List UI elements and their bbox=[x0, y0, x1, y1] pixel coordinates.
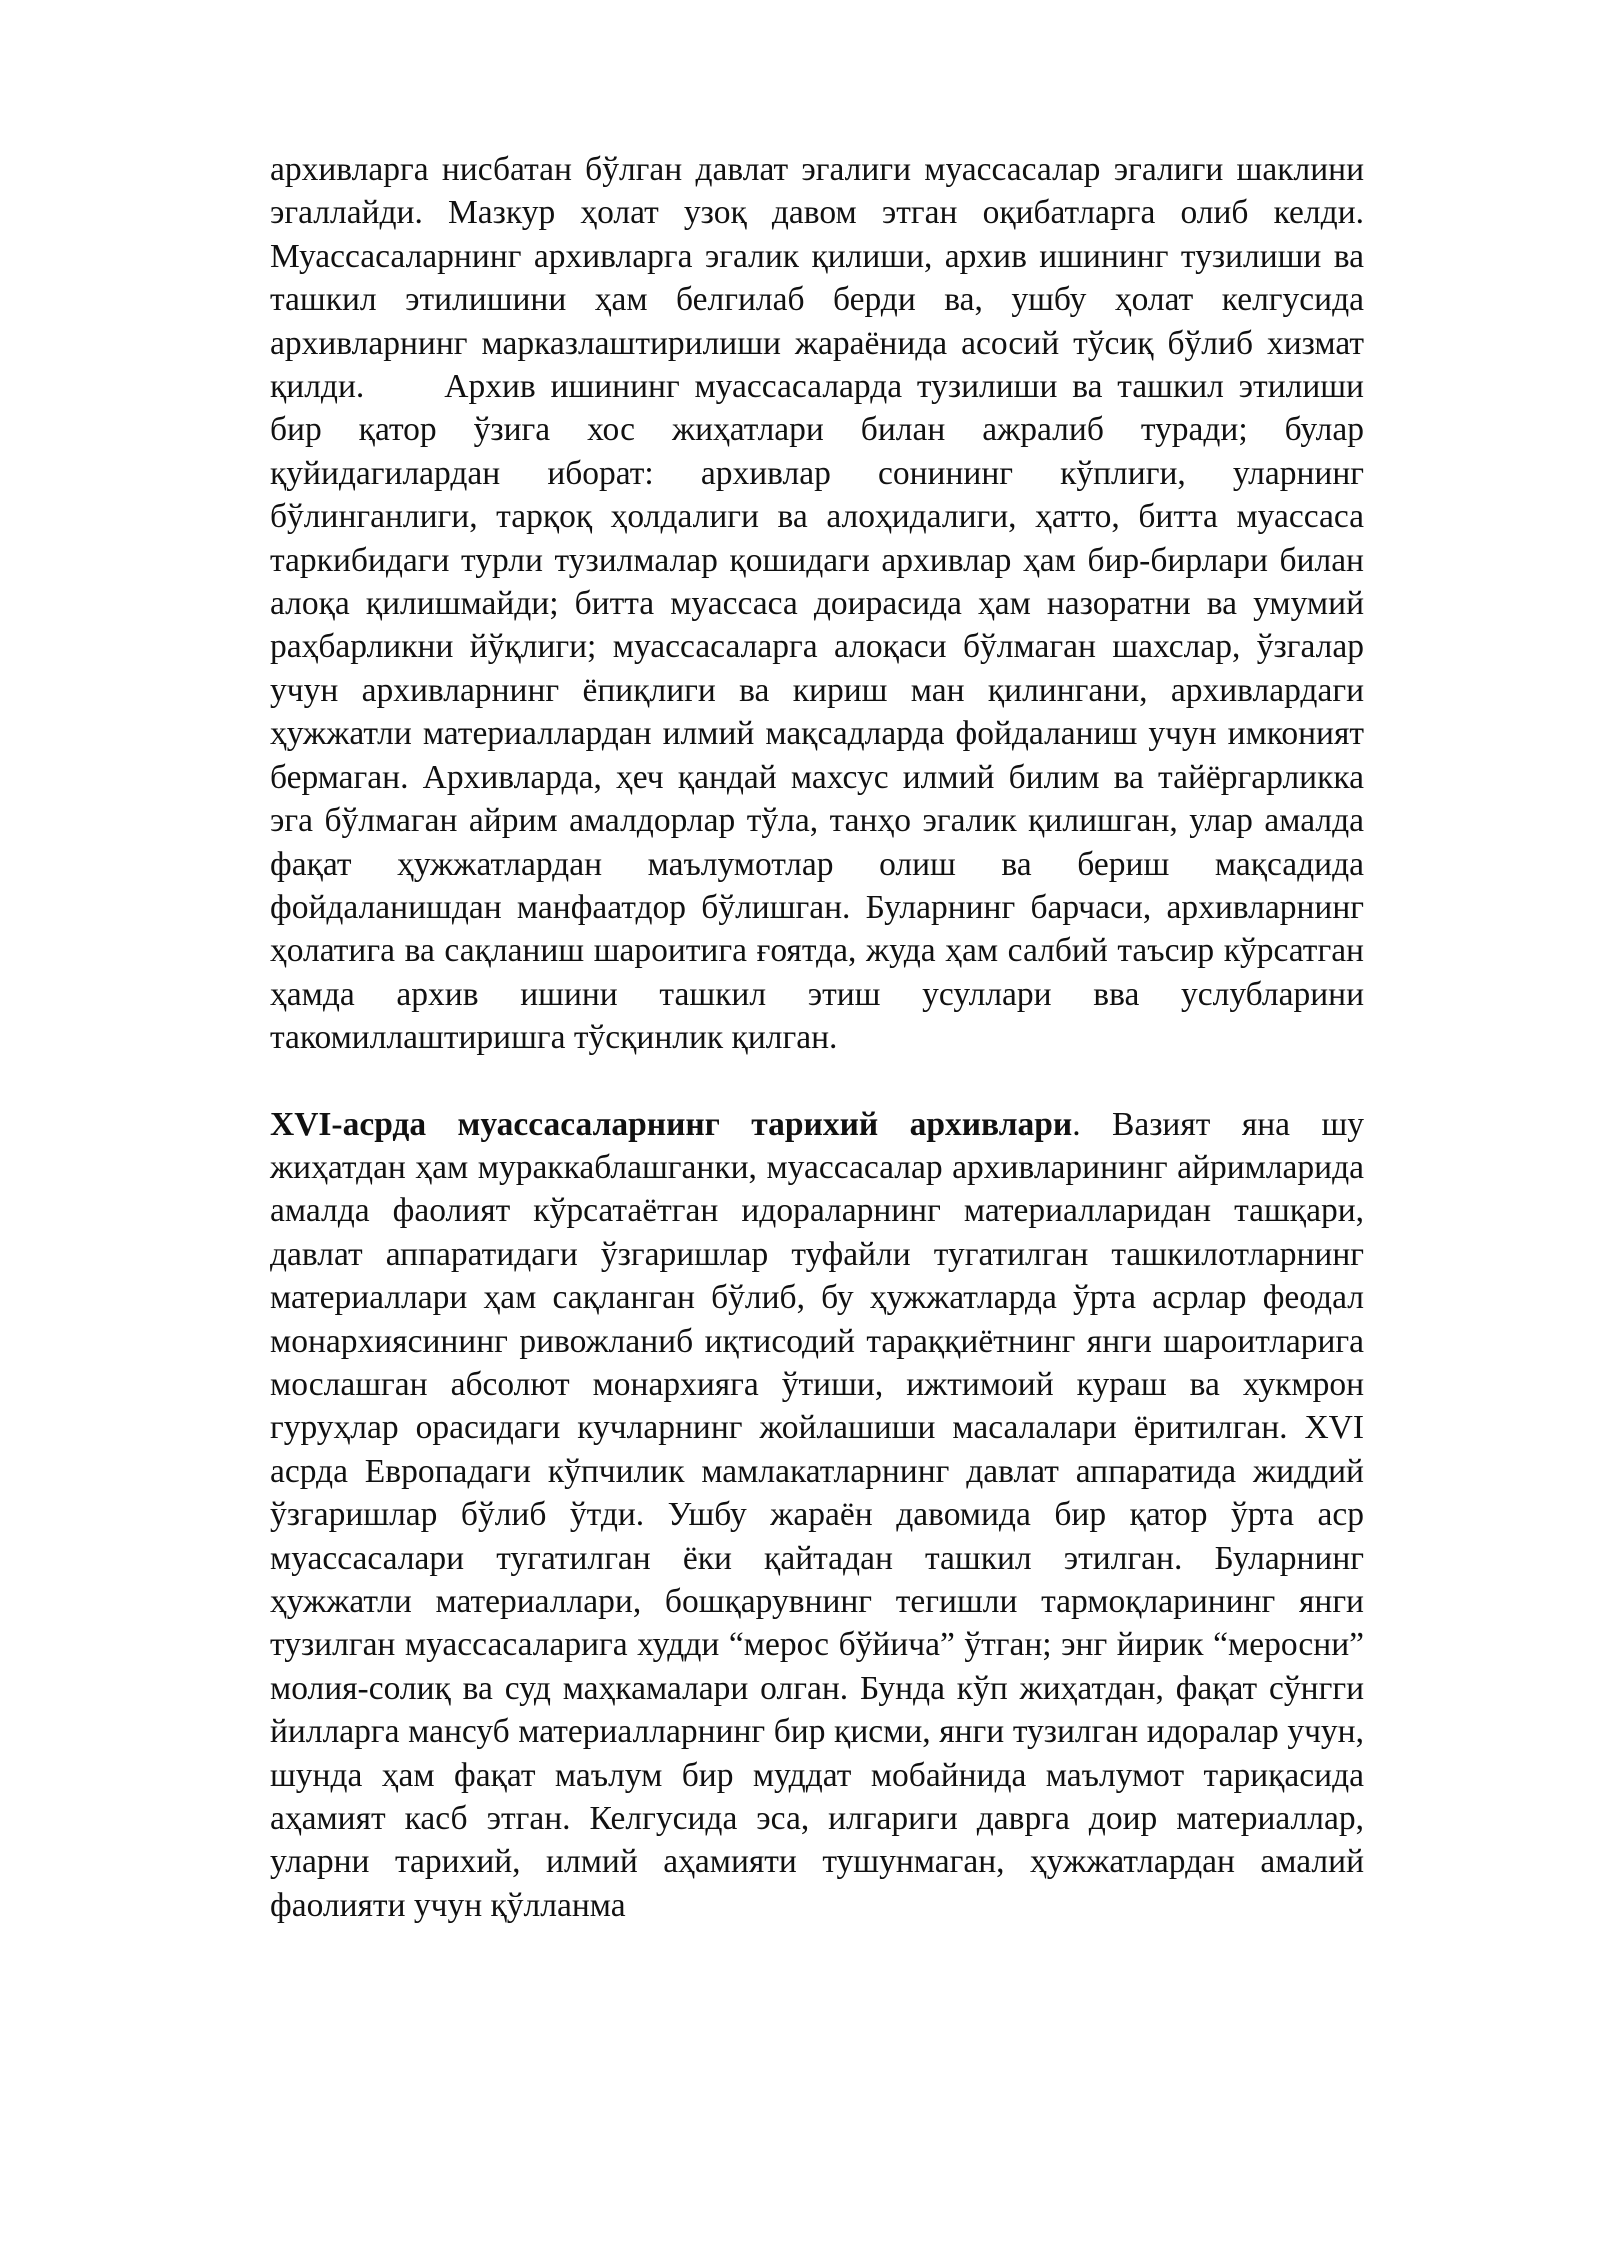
paragraph-text: Вазият яна шу жиҳатдан ҳам мураккаблашганки, муассасалар архивларининг айримларида амалда фаолият кўрсатаётган идораларнинг материалларидан ташқари, давлат аппаратидаги ўзгаришлар туфайли тугатилган ташкилотларнинг материаллари ҳам сақланган бўлиб, бу ҳужжатларда ўрта асрлар феодал монархиясининг ривожланиб иқтисодий тараққиётнинг янги шароитларига мослашган абсолют монархияга ўтиши, ижтимоий кураш ва хукмрон гуруҳлар орасидаги кучларнинг жойлашиши масалалари ёритилган. XVI асрда Европадаги кўпчилик мамлакатларнинг давлат аппаратида жиддий ўзгаришлар бўлиб ўтди. Ушбу жараён давомида бир қатор ўрта аср муассасалари тугатилган ёки қайтадан ташкил этилган. Буларнинг ҳужжатли материаллари, бошқарувнинг тегишли тармоқларининг янги тузилган муассасаларига худди “мерос бўйича” ўтган; энг йирик “меросни” молия-солиқ ва суд маҳкамалари олган. Бунда кўп жиҳатдан, фақат сўнгги йилларга мансуб материалларнинг бир қисми, янги тузилган идоралар учун, шунда ҳам фақат маълум бир муддат мобайнида маълумот тариқасида аҳамият касб этган. Келгусида эса, илгариги даврга доир материаллар, уларни тарихий, илмий аҳамияти тушунмаган, ҳужжатлардан амалий фаолияти учун қўлланма bbox=[270, 1105, 1364, 1924]
document-page bbox=[270, 148, 1364, 1927]
paragraph-archives-ownership bbox=[270, 148, 1364, 1060]
paragraph-text-continued: Архив ишининг муассасаларда тузилиши ва ташкил этилиши бир қатор ўзига хос жиҳатлари билан ажралиб туради; булар қуйидагилардан иборат: архивлар сонининг кўплиги, уларнинг бўлинганлиги, тарқоқ ҳолдалиги ва алоҳидалиги, ҳатто, битта муассаса таркибидаги турли тузилмалар қошидаги архивлар ҳам бир-бирлари билан алоқа қилишмайди; битта муассаса доирасида ҳам назоратни ва умумий раҳбарликни йўқлиги; муассасаларга алоқаси бўлмаган шахслар, ўзгалар учун архивларнинг ёпиқлиги ва кириш ман қилингани, архивлардаги ҳужжатли материаллардан илмий мақсадларда фойдаланиш учун имконият бермаган. Архивларда, ҳеч қандай махсус илмий билим ва тайёргарликка эга бўлмаган айрим амалдорлар тўла, танҳо эгалик қилишган, улар амалда фақат ҳужжатлардан маълумотлар олиш ва бериш мақсадида фойдаланишдан манфаатдор бўлишган. Буларнинг барчаси, архивларнинг ҳолатига ва сақланиш шароитига ғоятда, жуда ҳам салбий таъсир кўрсатган ҳамда архив ишини ташкил этиш усуллари вва услубларини такомиллаштиришга тўсқинлик қилган. bbox=[270, 368, 1364, 1057]
heading-punctuation: . bbox=[1072, 1105, 1081, 1143]
section-heading: XVI-асрда муассасаларнинг тарихий архивлари bbox=[270, 1105, 1073, 1143]
paragraph-text: архивларга нисбатан бўлган давлат эгалиги муассасалар эгалиги шаклини эгаллайди. Мазкур ҳолат узоқ давом этган оқибатларга олиб келди. Муассасаларнинг архивларга эгалик қилиши, архив ишининг тузилиши ва ташкил этилишини ҳам белгилаб берди ва, ушбу ҳолат келгусида архивларнинг марказлаштирилиши жараёнида асосий тўсиқ бўлиб хизмат қилди. bbox=[270, 151, 1364, 406]
paragraph-historical-archives bbox=[270, 1103, 1364, 1928]
